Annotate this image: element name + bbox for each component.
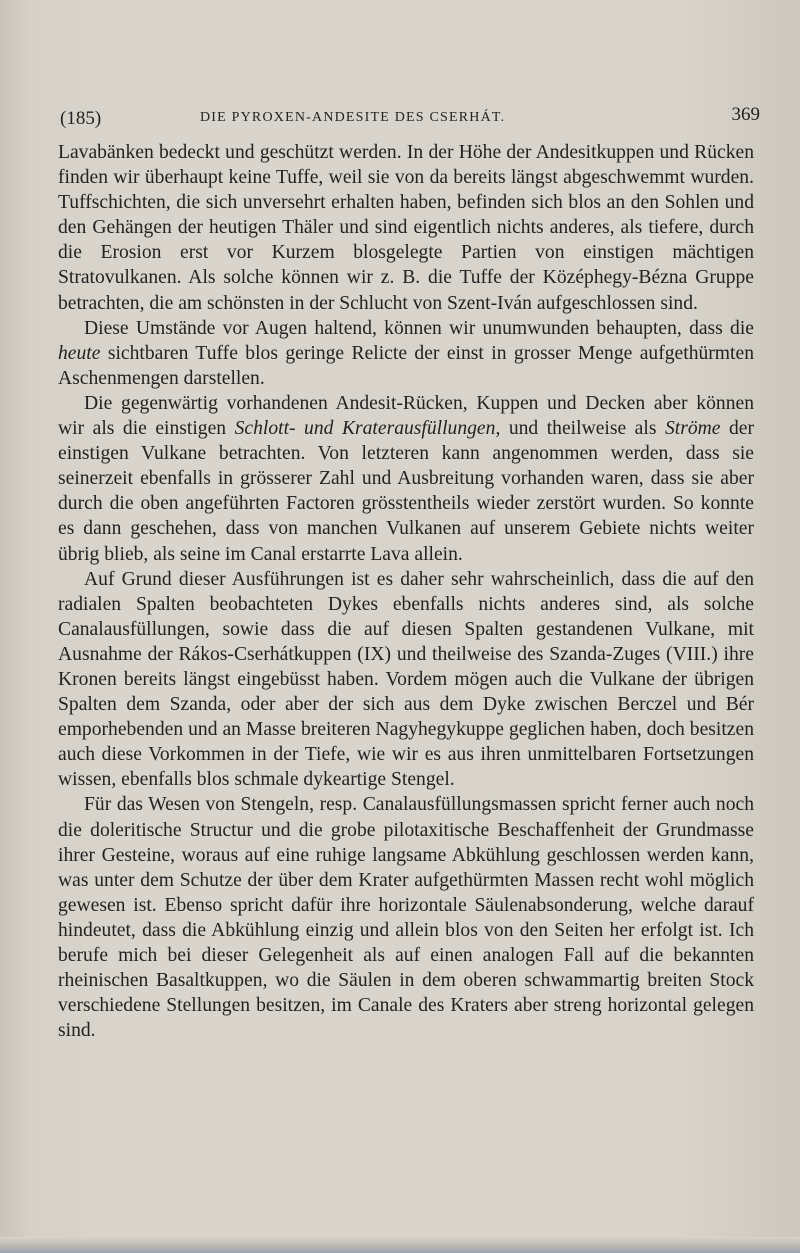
scan-edge bbox=[0, 1237, 800, 1253]
page-number: 369 bbox=[731, 104, 760, 125]
emphasized-text: Ströme bbox=[664, 418, 721, 440]
running-title: DIE PYROXEN-ANDESITE DES CSERHÁT. bbox=[200, 110, 506, 125]
paragraph-text: Auf Grund dieser Ausführungen ist es daher sehr wahrscheinlich, dass die auf den radialen Spalten beobachteten Dykes ebenfalls nichts anderes sind, als solche Canalausfüllungen, sowie dass die auf diesen Spalten gestandenen Vulkane, mit Ausnahme der Rákos-Cserhátkuppen (IX) und theilweise des Szanda-Zuges (VIII.) ihre Kronen bereits längst eingebüsst haben. Vordem mögen auch die Vulkane der übrigen Spalten dem Szanda, oder aber der sich aus dem Dyke zwischen Berczel und Bér emporhebenden und an Masse breiteren Nagyhegykuppe geglichen haben, doch besitzen auch diese Vorkommen in der Tiefe, wie wir es aus ihren unmittelbaren Fortsetzungen wissen, ebenfalls blos schmale dykeartige Stengel. bbox=[58, 568, 754, 791]
body-text bbox=[58, 140, 754, 1043]
paragraph bbox=[58, 316, 754, 391]
emphasized-text: heute bbox=[58, 342, 101, 364]
paragraph bbox=[58, 140, 754, 316]
running-header bbox=[60, 104, 760, 132]
paragraph-text: Die gegenwärtig vorhandenen Andesit-Rücken, Kuppen und Decken aber können wir als die einstigen bbox=[58, 392, 754, 440]
paragraph bbox=[58, 567, 754, 793]
paragraph-text: Diese Umstände vor Augen haltend, können wir unumwunden behaupten, dass die bbox=[84, 317, 754, 339]
paragraph-text: Lavabänken bedeckt und geschützt werden. In der Höhe der Andesitkuppen und Rücken finden wir überhaupt keine Tuffe, weil sie von da bereits längst abgeschwemmt wurden. Tuffschichten, die sich unversehrt erhalten haben, befinden sich blos an den Sohlen und den Gehängen der heutigen Thäler und sind eigentlich nichts anderes, als tiefere, durch die Erosion erst vor Kurzem blosgelegte Partien von einstigen mächtigen Stratovulkanen. Als solche können wir z. B. die Tuffe der Középhegy-Bézna Gruppe betrachten, die am schönsten in der Schlucht von Szent-Iván aufgeschlossen sind. bbox=[58, 142, 754, 314]
paragraph-text: , und theilweise als bbox=[495, 418, 665, 440]
paragraph-text: der einstigen Vulkane betrachten. Von letzteren kann angenommen werden, dass sie seinerzeit ebenfalls in grösserer Zahl und Ausbreitung vorhanden waren, dass sie aber durch die oben angeführten Factoren grösstentheils wieder zerstört wurden. So konnte es dann geschehen, dass von manchen Vulkanen auf unserem Gebiete nichts weiter übrig blieb, als seine im Canal erstarrte Lava allein. bbox=[58, 418, 755, 565]
paragraph-text: sichtbaren Tuffe blos geringe Relicte der einst in grosser Menge aufgethürmten Aschenmengen darstellen. bbox=[58, 342, 754, 389]
paragraph bbox=[58, 391, 754, 567]
paragraph bbox=[58, 792, 754, 1043]
section-number: (185) bbox=[60, 108, 102, 129]
emphasized-text: Schlott- und Kraterausfüllungen bbox=[234, 418, 496, 440]
paragraph-text: Für das Wesen von Stengeln, resp. Canalausfüllungsmassen spricht ferner auch noch die doleritische Structur und die grobe pilotaxitische Beschaffenheit der Grundmasse ihrer Gesteine, woraus auf eine ruhige langsame Abkühlung geschlossen werden kann, was unter dem Schutze der über dem Krater aufgethürmten Massen recht wohl möglich gewesen ist. Ebenso spricht dafür ihre horizontale Säulenabsonderung, welche darauf hindeutet, dass die Abkühlung einzig und allein blos von den Seiten her erfolgt ist. Ich berufe mich bei dieser Gelegenheit als auf einen analogen Fall auf die bekannten rheinischen Basaltkuppen, wo die Säulen in dem oberen schwammartig breiten Stock verschiedene Stellungen besitzen, im Canale des Kraters aber streng horizontal gelegen sind. bbox=[58, 794, 754, 1042]
